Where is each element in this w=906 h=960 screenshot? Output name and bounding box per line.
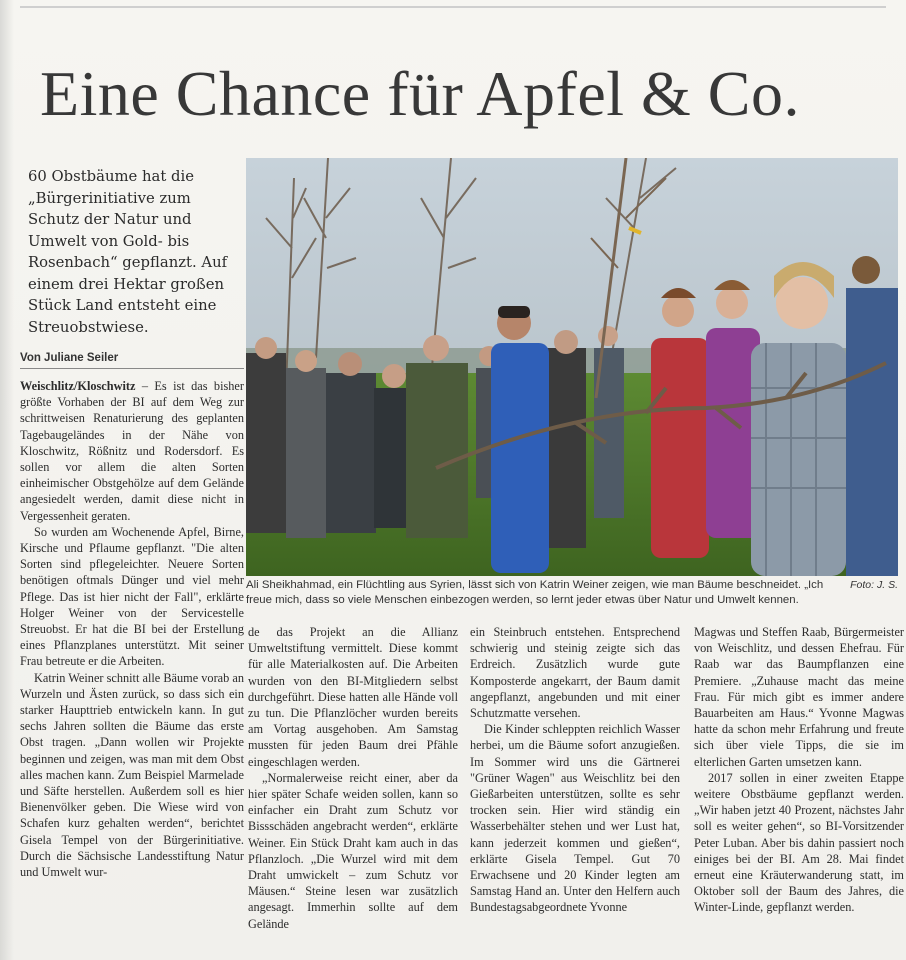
article-photo	[246, 158, 898, 576]
paragraph: „Normalerweise reicht einer, aber da hier später Schafe weiden sollen, kann so einfacher ein Draht zum Schutz vor Bissschäden angebracht werden“, erklärte Weiner. Ein Stück Draht kam auch in das Pflanzloch. „Die Wurzel wird mit dem Draht umwickelt – zum Schutz vor Mäusen.“ Steine lesen war zusätzlich angesagt. Immerhin sollte auf dem Gelände	[248, 770, 458, 931]
paragraph: 2017 sollen in einer zweiten Etappe weitere Obstbäume gepflanzt werden. „Wir haben jetzt 40 Prozent, nächstes Jahr soll es weiter gehen“, so BI-Vorsitzender Peter Luban. Aber bis dahin passiert noch einiges bei der BI. Am 28. Mai findet erneut eine Kräuterwanderung statt, im Oktober soll der Baum des Jahres, die Winter-Linde, gepflanzt werden.	[694, 770, 904, 915]
photo-credit: Foto: J. S.	[850, 579, 898, 591]
text-column-3	[470, 624, 680, 916]
paragraph: So wurden am Wochenende Apfel, Birne, Kirsche und Pflaume gepflanzt. "Die alten Sorten sind pflegeleichter. Neuere Sorten benötigen oftmals Dünger und viel mehr Pflege. Das ist hier nicht der Fall", erklärte Holger Weiner von der Servicestelle Streuobst. Er hat die BI bei der Erstellung eines Pflanzplanes unterstützt. Mit seiner Frau betreute er die Arbeiten.	[20, 524, 244, 669]
orchard-planting-photo	[246, 158, 898, 576]
text-column-4	[694, 624, 904, 916]
top-rule	[20, 6, 886, 8]
paragraph: Die Kinder schleppten reichlich Wasser herbei, um die Bäume sofort anzugießen. Im Sommer wird uns die Gärtnerei "Grüner Wagen" aus Weischlitz bei den Gießarbeiten unterstützen, sollte es sehr trocken sein. Hier wird ständig ein Wasserbehälter stehen und wer Lust hat, kann jederzeit kommen und gießen“, erklärte Gisela Tempel. Gut 70 Erwachsene und 20 Kinder legten am Samstag Hand an. Unter den Helfern auch Bundestagsabgeordnete Yvonne	[470, 722, 680, 915]
photo-caption	[246, 578, 898, 608]
article-lead: 60 Obstbäume hat die „Bürgerinitiative zum Schutz der Natur und Umwelt von Gold- bis Rosenbach“ gepflanzt. Auf einem drei Hektar großen Stück Land entsteht eine Streuobstwiese.	[28, 168, 228, 336]
man-in-blue-overalls	[491, 306, 549, 573]
caption-text: Ali Sheikhahmad, ein Flüchtling aus Syrien, lässt sich von Katrin Weiner zeigen, wie man Bäume beschneidet. „Ich freue mich, dass so viele Menschen einbezogen werden, so lernt jeder etwas über Natur und Umwelt kennen.	[246, 579, 824, 606]
text-column-2	[248, 624, 458, 932]
paragraph: – Es ist das bisher größte Vorhaben der BI auf dem Weg zur schrittweisen Renaturierung des geplanten Tagebaugeländes in der Nähe von Kloschwitz, Rößnitz und Rodersdorf. Es sollen vor allem die alten Sorten einheimischer Obstgehölze auf dem Gelände angesiedelt werden, damit diese nicht in Vergessenheit geraten.	[20, 379, 244, 523]
paragraph: de das Projekt an die Allianz Umweltstiftung vermittelt. Diese kommt für alle Materialkosten auf. Die Arbeiten wurden von den BI-Mitgliedern selbst durchgeführt. Diese hatten alle Hände voll zu tun. Die Pflanzlöcher wurden bereits am Vortag ausgehoben. Am Samstag mussten für jeden Baum drei Pfähle eingeschlagen werden.	[248, 625, 458, 769]
byline: Von Juliane Seiler	[20, 352, 244, 369]
dateline: Weischlitz/Kloschwitz	[20, 379, 136, 393]
paragraph: Katrin Weiner schnitt alle Bäume vorab an Wurzeln und Ästen zurück, so dass sich ein starker Haupttrieb entwickeln kann. In gut sechs Jahren sollten die Bäume das erste Obst tragen. „Dann wollen wir Projekte beginnen und zeigen, was man mit dem Obst alles machen kann. Zum Beispiel Marmelade und Säfte herstellen. Außerdem soll es hier Bienenvölker geben. Die Wiese wird von Schafen kurz gehalten werden“, berichtet Gisela Tempel von der Bürgerinitiative. Durch die Sächsische Landesstiftung Natur und Umwelt wur-	[20, 670, 244, 880]
paragraph: Magwas und Steffen Raab, Bürgermeister von Weischlitz, und dessen Ehefrau. Für Raab war das Baumpflanzen eine Premiere. „Zuhause macht das meine Frau. Für mich gibt es immer andere Bauarbeiten am Haus.“ Yvonne Magwas hatte da schon mehr Erfahrung und freute sich über viele Tipps, die sie im elterlichen Garten umsetzen kann.	[694, 625, 904, 769]
paragraph: ein Steinbruch entstehen. Entsprechend schwierig und steinig zeigte sich das Erdreich. Zusätzlich wurde gute Komposterde angekarrt, der Baum damit angepflanzt, angebunden und mit einer Schutzmatte versehen.	[470, 625, 680, 721]
text-column-1	[20, 378, 244, 880]
scan-shadow	[0, 0, 14, 960]
headline: Eine Chance für Apfel & Co.	[40, 58, 800, 129]
